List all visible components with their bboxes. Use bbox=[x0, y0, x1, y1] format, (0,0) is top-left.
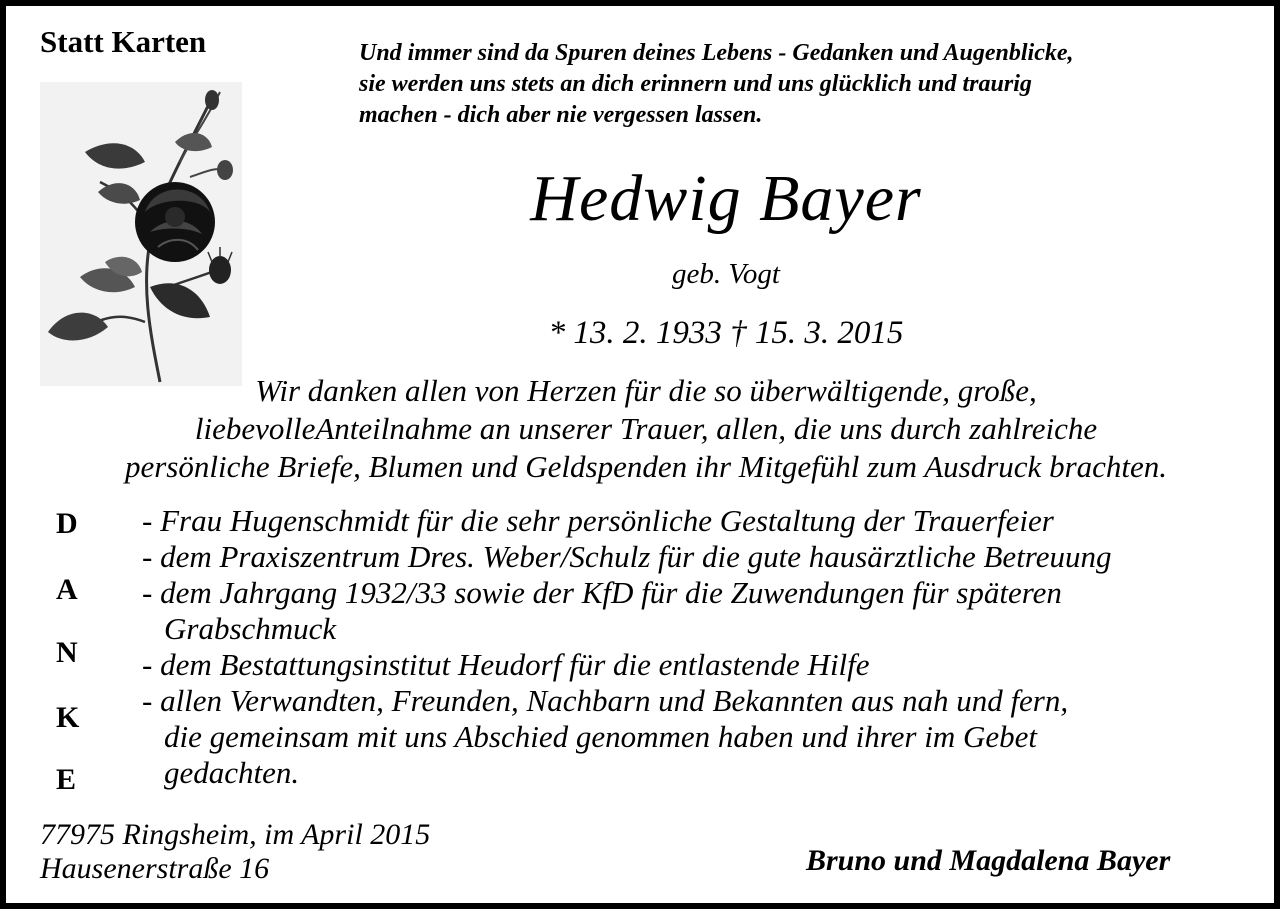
danke-item: - dem Praxiszentrum Dres. Weber/Schulz für die gute hausärztliche Betreuung bbox=[142, 539, 1112, 574]
danke-item-continuation: gedachten. bbox=[164, 755, 300, 790]
danke-list bbox=[142, 503, 1111, 791]
place-and-address bbox=[40, 818, 430, 886]
danke-letter: A bbox=[56, 573, 78, 606]
thanks-line: persönliche Briefe, Blumen und Geldspenden ihr Mitgefühl zum Ausdruck brachten. bbox=[124, 449, 1168, 484]
quote-line: Und immer sind da Spuren deines Lebens - Gedanken und Augenblicke, bbox=[359, 40, 1074, 66]
danke-item: - allen Verwandten, Freunden, Nachbarn und Bekannten aus nah und fern, bbox=[142, 683, 1069, 718]
thanks-line: Wir danken allen von Herzen für die so überwältigende, große, bbox=[255, 373, 1037, 408]
danke-item-continuation: die gemeinsam mit uns Abschied genommen haben und ihrer im Gebet bbox=[164, 719, 1038, 754]
memorial-quote bbox=[359, 38, 1074, 131]
thanks-paragraph bbox=[6, 372, 1280, 486]
danke-letter: E bbox=[56, 763, 77, 796]
rose-illustration bbox=[40, 82, 242, 386]
danke-letter: K bbox=[56, 701, 80, 734]
signature: Bruno und Magdalena Bayer bbox=[806, 844, 1171, 877]
deceased-name: Hedwig Bayer bbox=[530, 162, 922, 235]
danke-item: - dem Bestattungsinstitut Heudorf für die entlastende Hilfe bbox=[142, 647, 870, 682]
danke-item: - dem Jahrgang 1932/33 sowie der KfD für die Zuwendungen für späteren bbox=[142, 575, 1062, 610]
danke-item-continuation: Grabschmuck bbox=[164, 611, 337, 646]
danke-letter: N bbox=[56, 636, 78, 669]
maiden-name: geb. Vogt bbox=[672, 258, 780, 290]
statt-karten-label: Statt Karten bbox=[40, 24, 207, 59]
thanks-line: liebevolleAnteilnahme an unserer Trauer, allen, die uns durch zahlreiche bbox=[194, 411, 1098, 446]
street-address: Hausenerstraße 16 bbox=[40, 852, 270, 885]
danke-item: - Frau Hugenschmidt für die sehr persönliche Gestaltung der Trauerfeier bbox=[142, 503, 1054, 538]
danke-letter: D bbox=[56, 507, 78, 540]
quote-line: sie werden uns stets an dich erinnern und uns glücklich und traurig bbox=[359, 71, 1032, 97]
life-dates: * 13. 2. 1933 † 15. 3. 2015 bbox=[548, 315, 904, 351]
quote-line: machen - dich aber nie vergessen lassen. bbox=[359, 102, 763, 128]
place-date: 77975 Ringsheim, im April 2015 bbox=[40, 818, 431, 851]
